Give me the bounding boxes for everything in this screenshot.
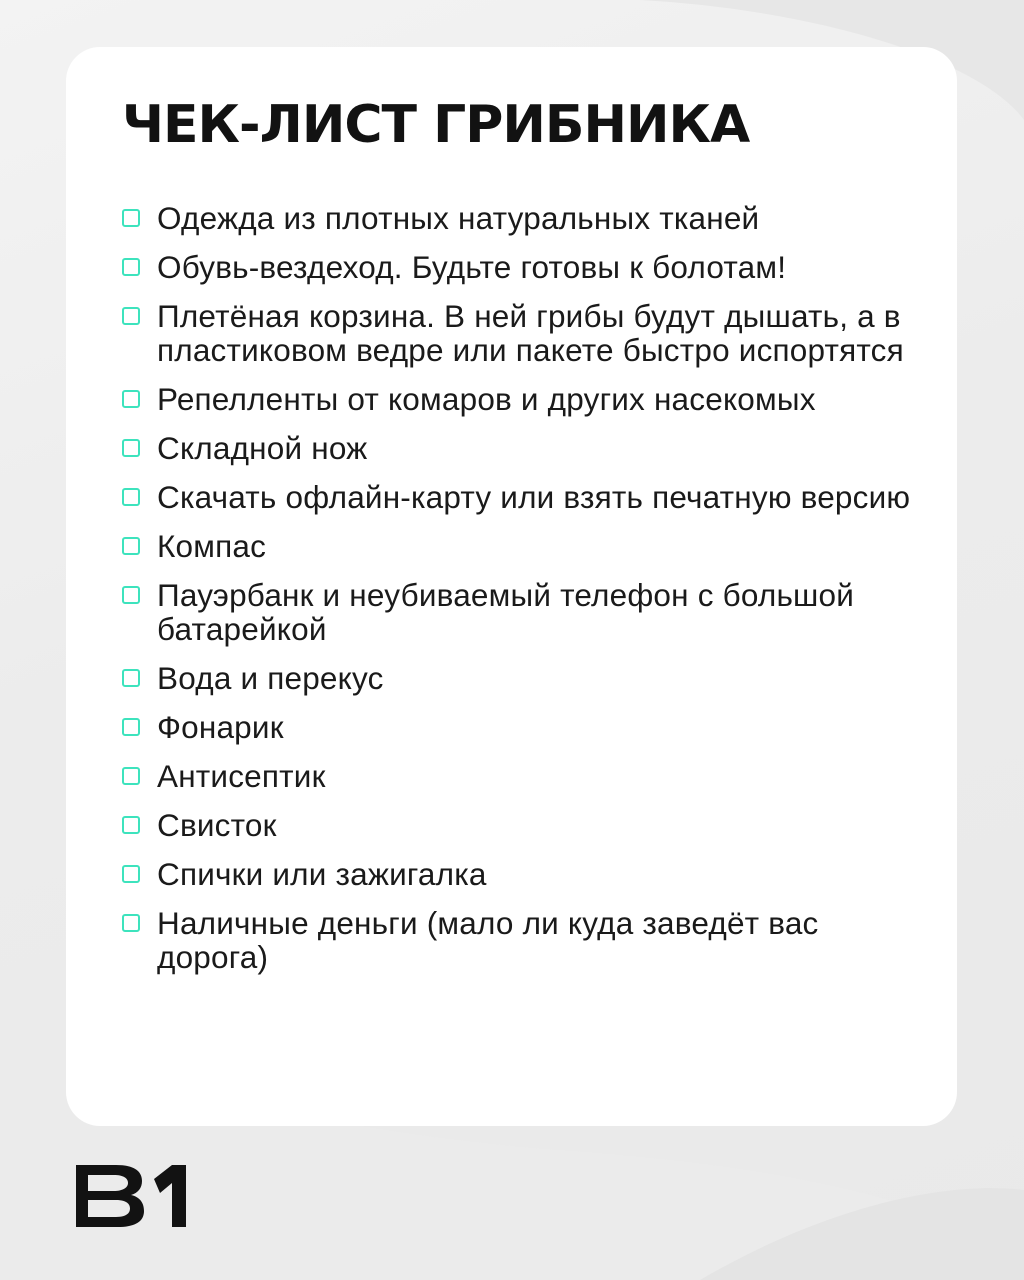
checklist-item-label: Наличные деньги (мало ли куда заведёт вас дорога) bbox=[157, 905, 819, 975]
empty-checkbox-icon[interactable] bbox=[122, 865, 140, 883]
checklist-item-label: Вода и перекус bbox=[157, 660, 384, 696]
checklist-card bbox=[66, 47, 957, 1126]
checklist-item bbox=[122, 250, 932, 284]
empty-checkbox-icon[interactable] bbox=[122, 586, 140, 604]
checklist-item-label: Обувь-вездеход. Будьте готовы к болотам! bbox=[157, 249, 787, 285]
checklist bbox=[122, 201, 932, 989]
checklist-item bbox=[122, 201, 932, 235]
checklist-item bbox=[122, 906, 932, 974]
empty-checkbox-icon[interactable] bbox=[122, 307, 140, 325]
checklist-item-label: Репелленты от комаров и других насекомых bbox=[157, 381, 816, 417]
empty-checkbox-icon[interactable] bbox=[122, 718, 140, 736]
checklist-item bbox=[122, 578, 932, 646]
checklist-item bbox=[122, 299, 932, 367]
checklist-item-label: Фонарик bbox=[157, 709, 284, 745]
checklist-item bbox=[122, 857, 932, 891]
empty-checkbox-icon[interactable] bbox=[122, 537, 140, 555]
checklist-item-label: Скачать офлайн-карту или взять печатную версию bbox=[157, 479, 911, 515]
checklist-item bbox=[122, 759, 932, 793]
checklist-item-label: Одежда из плотных натуральных тканей bbox=[157, 200, 760, 236]
empty-checkbox-icon[interactable] bbox=[122, 669, 140, 687]
checklist-item bbox=[122, 808, 932, 842]
empty-checkbox-icon[interactable] bbox=[122, 914, 140, 932]
checklist-item bbox=[122, 661, 932, 695]
checklist-item-label: Складной нож bbox=[157, 430, 368, 466]
checklist-item-label: Спички или зажигалка bbox=[157, 856, 487, 892]
checklist-item-label: Плетёная корзина. В ней грибы будут дышать, а в пластиковом ведре или пакете быстро испортятся bbox=[157, 298, 904, 368]
checklist-item bbox=[122, 710, 932, 744]
empty-checkbox-icon[interactable] bbox=[122, 488, 140, 506]
empty-checkbox-icon[interactable] bbox=[122, 209, 140, 227]
page-title: ЧЕК-ЛИСТ ГРИБНИКА bbox=[122, 95, 750, 155]
b1-logo bbox=[76, 1165, 188, 1227]
checklist-item bbox=[122, 431, 932, 465]
empty-checkbox-icon[interactable] bbox=[122, 390, 140, 408]
empty-checkbox-icon[interactable] bbox=[122, 816, 140, 834]
checklist-item-label: Пауэрбанк и неубиваемый телефон с большой батарейкой bbox=[157, 577, 855, 647]
checklist-item bbox=[122, 382, 932, 416]
empty-checkbox-icon[interactable] bbox=[122, 258, 140, 276]
empty-checkbox-icon[interactable] bbox=[122, 767, 140, 785]
checklist-item bbox=[122, 480, 932, 514]
checklist-item bbox=[122, 529, 932, 563]
empty-checkbox-icon[interactable] bbox=[122, 439, 140, 457]
checklist-item-label: Антисептик bbox=[157, 758, 326, 794]
checklist-item-label: Свисток bbox=[157, 807, 277, 843]
checklist-item-label: Компас bbox=[157, 528, 267, 564]
